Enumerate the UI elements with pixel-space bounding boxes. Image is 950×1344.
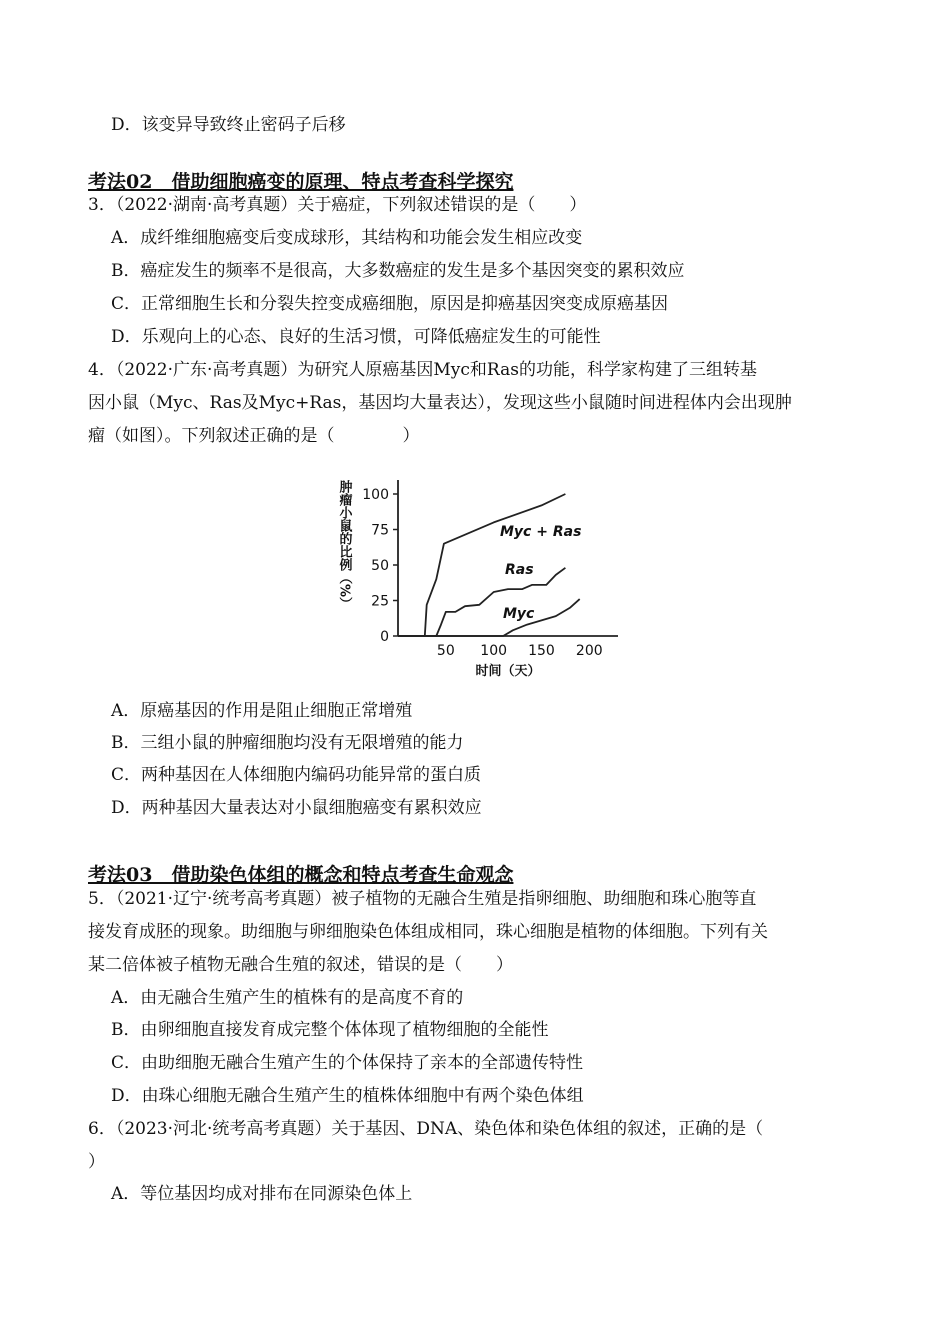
series-label-ras: Ras xyxy=(505,562,534,578)
question-4-option-c: C．两种基因在人体细胞内编码功能异常的蛋白质 xyxy=(111,765,482,785)
question-4-stem-line-2: 因小鼠（Myc、Ras及Myc+Ras，基因均大量表达），发现这些小鼠随时间进程体内会出现肿 xyxy=(88,393,792,413)
question-4-option-d: D．两种基因大量表达对小鼠细胞癌变有累积效应 xyxy=(111,798,482,818)
question-5-stem-line-3: 某二倍体被子植物无融合生殖的叙述，错误的是（ ） xyxy=(88,955,513,975)
section-heading-1: 考法02 借助细胞癌变的原理、特点考查科学探究 xyxy=(88,171,514,193)
question-5-stem-line-1: 5．（2021·辽宁·统考高考真题）被子植物的无融合生殖是指卵细胞、助细胞和珠心胞等直 xyxy=(88,889,757,909)
option-d-prev: D．该变异导致终止密码子后移 xyxy=(111,115,346,135)
series-line-myc-ras xyxy=(398,494,565,636)
y-tick-label-50: 50 xyxy=(371,558,389,574)
question-5-option-a: A．由无融合生殖产生的植株有的是高度不育的 xyxy=(111,988,464,1008)
question-5-option-b: B．由卵细胞直接发育成完整个体体现了植物细胞的全能性 xyxy=(111,1020,549,1040)
question-6-option-a: A．等位基因均成对排布在同源染色体上 xyxy=(111,1184,413,1204)
question-4-stem-line-3: 瘤（如图）。下列叙述正确的是（ ） xyxy=(88,426,420,446)
y-tick-label-100: 100 xyxy=(362,487,389,503)
x-tick-label-200: 200 xyxy=(575,643,603,659)
x-tick-label-50: 50 xyxy=(436,643,455,659)
x-tick-label-150: 150 xyxy=(528,643,555,659)
question-3-option-a: A．成纤维细胞癌变后变成球形，其结构和功能会发生相应改变 xyxy=(111,228,583,248)
question-3-stem: 3．（2022·湖南·高考真题）关于癌症，下列叙述错误的是（ ） xyxy=(88,195,587,215)
tumor-incidence-chart xyxy=(330,466,630,686)
series-line-ras xyxy=(398,568,565,636)
question-3-option-b: B．癌症发生的频率不是很高，大多数癌症的发生是多个基因突变的累积效应 xyxy=(111,261,685,281)
question-5-stem-line-2: 接发育成胚的现象。助细胞与卵细胞染色体组成相同，珠心细胞是植物的体细胞。下列有关 xyxy=(88,922,768,942)
y-tick-label-75: 75 xyxy=(371,522,389,539)
question-4-stem-line-1: 4．（2022·广东·高考真题）为研究人原癌基因Myc和Ras的功能，科学家构建了三组转基 xyxy=(88,360,757,380)
question-4-option-b: B．三组小鼠的肿瘤细胞均没有无限增殖的能力 xyxy=(111,733,464,753)
x-tick-label-100: 100 xyxy=(480,643,508,659)
question-6-stem-line-1: 6．（2023·河北·统考高考真题）关于基因、DNA、染色体和染色体组的叙述，正确的是（ xyxy=(88,1119,764,1139)
y-tick-label-0: 0 xyxy=(380,629,389,645)
series-label-myc-ras: Myc + Ras xyxy=(500,524,582,540)
x-axis-label: 时间（天） xyxy=(475,664,541,679)
question-6-stem-line-2: ） xyxy=(88,1152,105,1172)
series-label-myc: Myc xyxy=(503,606,535,622)
question-5-option-c: C．由助细胞无融合生殖产生的个体保持了亲本的全部遗传特性 xyxy=(111,1053,584,1073)
question-3-option-c: C．正常细胞生长和分裂失控变成癌细胞，原因是抑癌基因突变成原癌基因 xyxy=(111,294,669,314)
section-heading-2: 考法03 借助染色体组的概念和特点考查生命观念 xyxy=(88,864,514,886)
question-4-option-a: A．原癌基因的作用是阻止细胞正常增殖 xyxy=(111,701,413,721)
y-axis-label: 肿瘤小鼠的比例（%） xyxy=(336,480,352,611)
question-3-option-d: D．乐观向上的心态、良好的生活习惯，可降低癌症发生的可能性 xyxy=(111,327,601,347)
question-5-option-d: D．由珠心细胞无融合生殖产生的植株体细胞中有两个染色体组 xyxy=(111,1086,584,1106)
y-tick-label-25: 25 xyxy=(371,593,389,610)
